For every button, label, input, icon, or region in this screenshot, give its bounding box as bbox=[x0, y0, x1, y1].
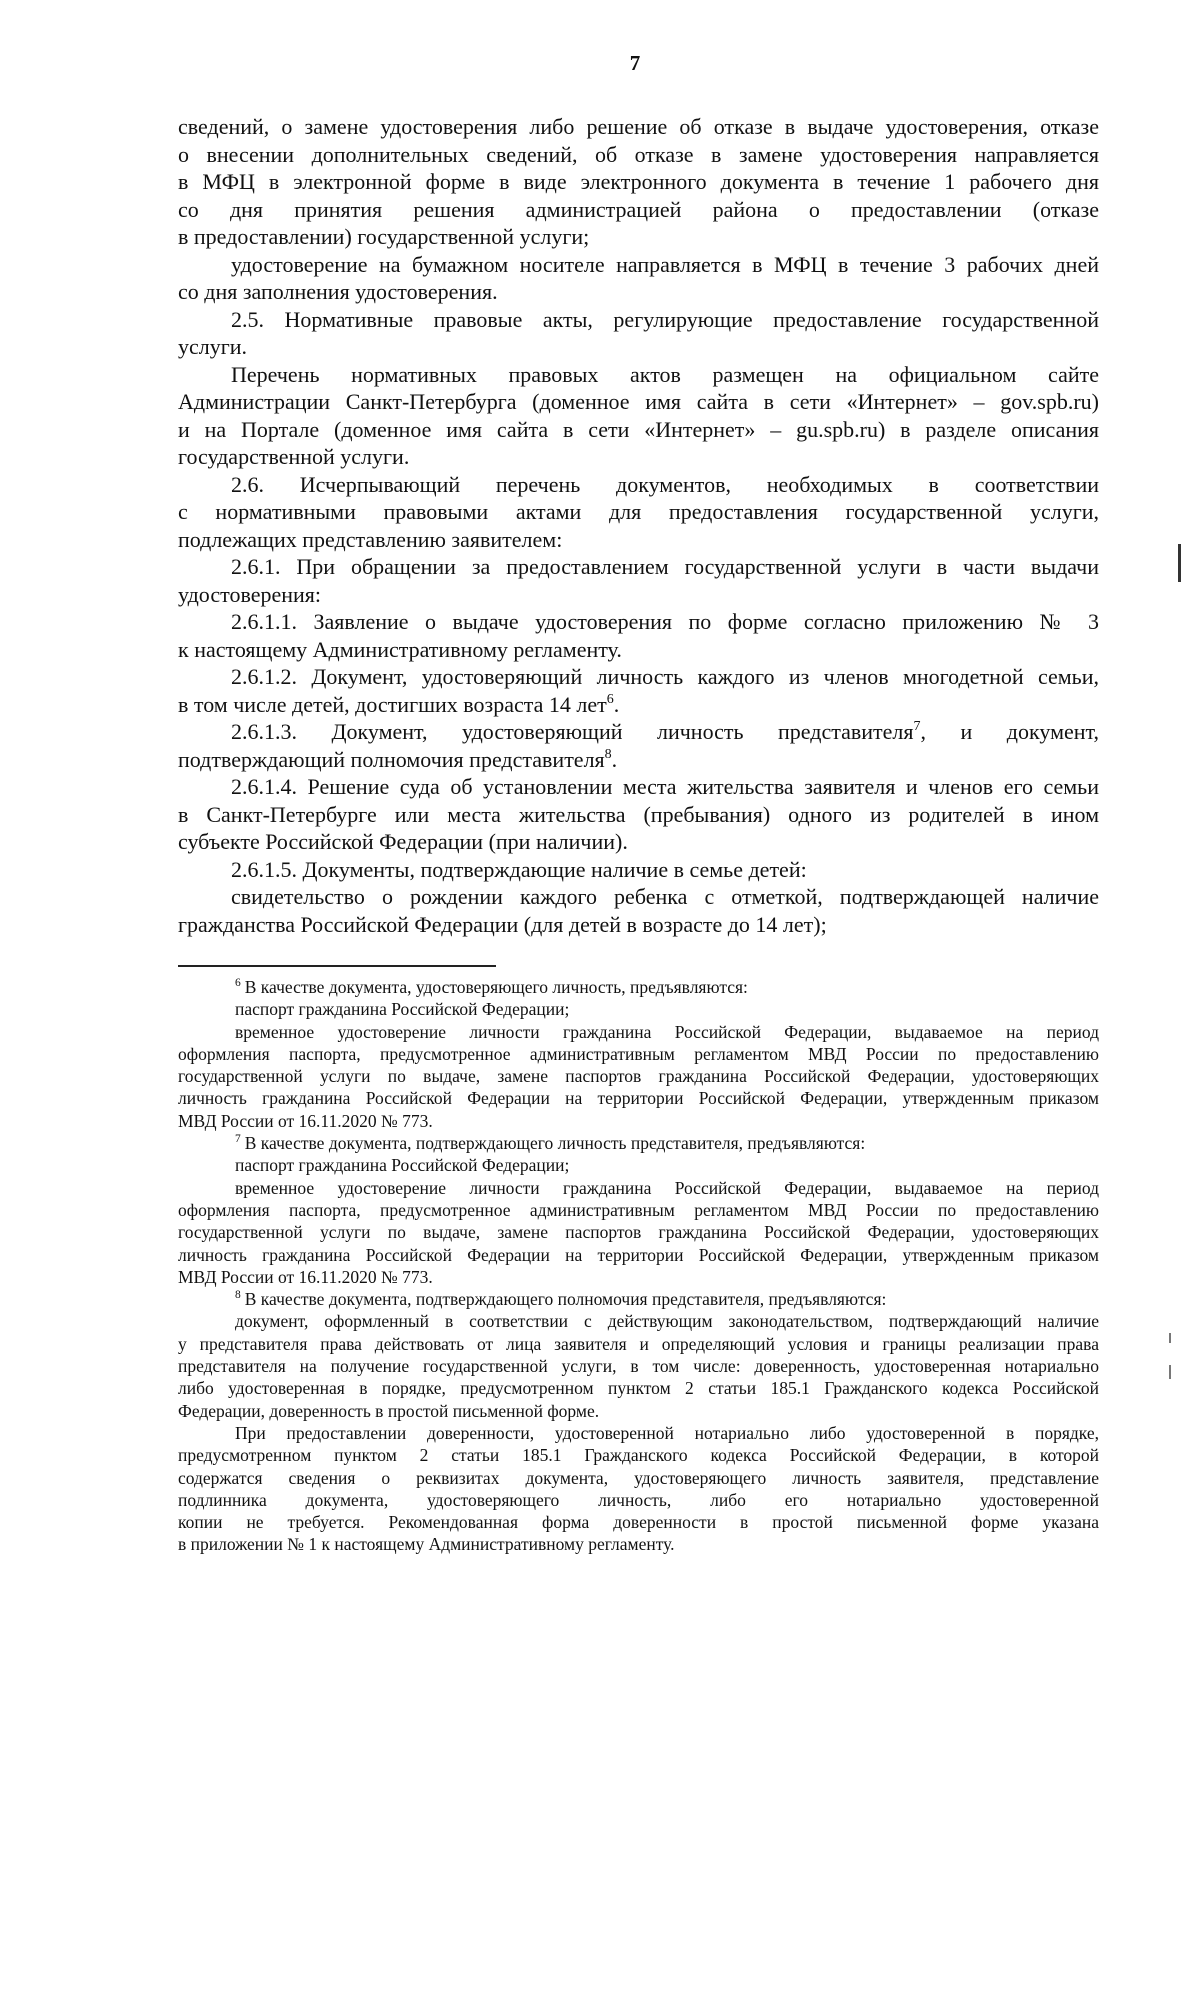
footnote-line: паспорт гражданина Российской Федерации; bbox=[235, 1155, 570, 1176]
footnote-line: личность гражданина Российской Федерации на территории Российской Федерации, утвержденным приказом bbox=[178, 1088, 1099, 1109]
body-line: в МФЦ в электронной форме в виде электронного документа в течение 1 рабочего дня bbox=[178, 169, 1099, 194]
body-line: услуги. bbox=[178, 334, 248, 359]
footnote-separator bbox=[178, 965, 496, 967]
footnote-line: государственной услуги по выдаче, замене паспортов гражданина Российской Федерации, удостоверяющих bbox=[178, 1222, 1099, 1243]
footnotes bbox=[178, 976, 1099, 1556]
footnote-line: временное удостоверение личности гражданина Российской Федерации, выдаваемое на период bbox=[235, 1021, 1099, 1042]
footnote-line: либо удостоверенная в порядке, предусмотренном пунктом 2 статьи 185.1 Гражданского кодекса Российской bbox=[178, 1378, 1099, 1399]
scan-artifact-mark bbox=[1169, 1365, 1171, 1379]
body-line: свидетельство о рождении каждого ребенка с отметкой, подтверждающей наличие bbox=[231, 884, 1099, 909]
footnote-line: предусмотренном пунктом 2 статьи 185.1 Гражданского кодекса Российской Федерации, в которой bbox=[178, 1445, 1099, 1466]
footnote-line bbox=[178, 1132, 1099, 1154]
scan-artifact-mark bbox=[1178, 544, 1181, 582]
body-line bbox=[178, 718, 1099, 746]
footnote-ref: 6 bbox=[606, 691, 614, 707]
footnote-line: МВД России от 16.11.2020 № 773. bbox=[178, 1266, 433, 1287]
body-line: 2.6.1.1. Заявление о выдаче удостоверения по форме согласно приложению № 3 bbox=[231, 609, 1099, 634]
scan-artifact-mark bbox=[1169, 1333, 1171, 1343]
body-line: сведений, о замене удостоверения либо решение об отказе в выдаче удостоверения, отказе bbox=[178, 114, 1099, 139]
body-line: в предоставлении) государственной услуги; bbox=[178, 224, 590, 249]
body-line: подлежащих представлению заявителем: bbox=[178, 526, 563, 552]
footnote-line: государственной услуги по выдаче, замене паспортов гражданина Российской Федерации, удостоверяющих bbox=[178, 1066, 1099, 1087]
item-2-6-1-2 bbox=[178, 663, 1099, 718]
paragraph-birth-certificate bbox=[178, 883, 1099, 938]
footnote-line: подлинника документа, удостоверяющего личность, либо его нотариально удостоверенной bbox=[178, 1489, 1099, 1510]
section-2-5 bbox=[178, 306, 1099, 361]
body-line: гражданства Российской Федерации (для детей в возрасте до 14 лет); bbox=[178, 911, 827, 937]
body-line: с нормативными правовыми актами для предоставления государственной услуги, bbox=[178, 499, 1099, 524]
footnote-line: представителя на получение государственной услуги, в том числе: доверенность, удостоверенная нотариально bbox=[178, 1356, 1099, 1377]
body-line: субъекте Российской Федерации (при наличии). bbox=[178, 829, 628, 854]
body-line: со дня принятия решения администрацией района о предоставлении (отказе bbox=[178, 196, 1099, 222]
body-line: 2.6.1. При обращении за предоставлением государственной услуги в части выдачи bbox=[231, 554, 1099, 579]
body-line: удостоверения: bbox=[178, 581, 322, 607]
item-2-6-1-4 bbox=[178, 773, 1099, 856]
footnote-line bbox=[178, 976, 1099, 998]
body-text bbox=[178, 113, 1099, 938]
footnote-line bbox=[178, 1288, 1099, 1310]
body-line: 2.6. Исчерпывающий перечень документов, необходимых в соответствии bbox=[231, 471, 1099, 497]
paragraph-paper-certificate bbox=[178, 251, 1099, 306]
item-2-6-1-5 bbox=[178, 856, 1099, 884]
body-line: 2.6.1.5. Документы, подтверждающие наличие в семье детей: bbox=[231, 856, 807, 882]
line-tail: , и документ, bbox=[920, 719, 1099, 744]
line-tail: . bbox=[611, 746, 618, 772]
body-line: со дня заполнения удостоверения. bbox=[178, 279, 498, 304]
body-line: удостоверение на бумажном носителе направляется в МФЦ в течение 3 рабочих дней bbox=[231, 251, 1099, 277]
body-line: 2.6.1.2. Документ, удостоверяющий личность каждого из членов многодетной семьи, bbox=[231, 664, 1099, 689]
line-text: 2.6.1.3. Документ, удостоверяющий личность представителя bbox=[231, 719, 914, 744]
footnote-marker: 8 bbox=[235, 1289, 241, 1302]
footnote-line: При предоставлении доверенности, удостоверенной нотариально либо удостоверенной в порядке, bbox=[235, 1422, 1099, 1443]
body-line: о внесении дополнительных сведений, об отказе в замене удостоверения направляется bbox=[178, 141, 1099, 167]
line-text: подтверждающий полномочия представителя bbox=[178, 746, 605, 772]
footnote-line: копии не требуется. Рекомендованная форма доверенности в простой письменной форме указана bbox=[178, 1512, 1099, 1533]
body-line bbox=[178, 746, 1099, 774]
footnote-line: оформления паспорта, предусмотренное административным регламентом МВД России по предоставлению bbox=[178, 1043, 1099, 1064]
footnote-marker: 6 bbox=[235, 977, 241, 989]
footnote-line: личность гражданина Российской Федерации на территории Российской Федерации, утвержденным приказом bbox=[178, 1244, 1099, 1265]
body-line: Администрации Санкт-Петербурга (доменное имя сайта в сети «Интернет» – gov.spb.ru) bbox=[178, 389, 1099, 414]
body-line: Перечень нормативных правовых актов размещен на официальном сайте bbox=[231, 361, 1099, 387]
body-line: 2.5. Нормативные правовые акты, регулирующие предоставление государственной bbox=[231, 306, 1099, 332]
footnote-7 bbox=[178, 1132, 1099, 1288]
body-line: государственной услуги. bbox=[178, 444, 410, 469]
paragraph-legal-acts-list bbox=[178, 361, 1099, 471]
body-line: к настоящему Административному регламенту. bbox=[178, 636, 622, 662]
item-2-6-1-1 bbox=[178, 608, 1099, 663]
footnote-text: В качестве документа, удостоверяющего личность, предъявляются: bbox=[244, 977, 748, 997]
footnote-line: документ, оформленный в соответствии с действующим законодательством, подтверждающий наличие bbox=[235, 1311, 1099, 1332]
paragraph-continuation bbox=[178, 113, 1099, 251]
footnote-line: содержатся сведения о реквизитах документа, удостоверяющего личность заявителя, представление bbox=[178, 1467, 1099, 1488]
body-line: в Санкт-Петербурге или места жительства (пребывания) одного из родителей в ином bbox=[178, 801, 1099, 827]
footnote-marker: 7 bbox=[235, 1133, 241, 1146]
footnote-ref: 7 bbox=[913, 719, 921, 734]
footnote-line: временное удостоверение личности гражданина Российской Федерации, выдаваемое на период bbox=[235, 1177, 1099, 1198]
footnote-6 bbox=[178, 976, 1099, 1132]
line-tail: . bbox=[613, 691, 620, 717]
line-text: в том числе детей, достигших возраста 14 лет bbox=[178, 691, 607, 717]
footnote-line: Федерации, доверенность в простой письменной форме. bbox=[178, 1400, 600, 1421]
footnote-text: В качестве документа, подтверждающего полномочия представителя, предъявляются: bbox=[244, 1289, 887, 1310]
footnote-8 bbox=[178, 1288, 1099, 1556]
footnote-line: МВД России от 16.11.2020 № 773. bbox=[178, 1110, 433, 1131]
footnote-line: у представителя права действовать от лица заявителя и определяющий условия и границы реализации права bbox=[178, 1333, 1099, 1354]
section-2-6-1 bbox=[178, 553, 1099, 608]
body-line: и на Портале (доменное имя сайта в сети «Интернет» – gu.spb.ru) в разделе описания bbox=[178, 416, 1099, 442]
item-2-6-1-3 bbox=[178, 718, 1099, 773]
footnote-ref: 8 bbox=[604, 746, 612, 762]
footnote-text: В качестве документа, подтверждающего личность представителя, предъявляются: bbox=[244, 1133, 866, 1154]
body-line bbox=[178, 691, 1099, 719]
section-2-6 bbox=[178, 471, 1099, 554]
page-number: 7 bbox=[629, 51, 641, 75]
footnote-line: в приложении № 1 к настоящему Административному регламенту. bbox=[178, 1534, 675, 1555]
footnote-line: паспорт гражданина Российской Федерации; bbox=[235, 999, 570, 1020]
footnote-line: оформления паспорта, предусмотренное административным регламентом МВД России по предоставлению bbox=[178, 1199, 1099, 1220]
body-line: 2.6.1.4. Решение суда об установлении места жительства заявителя и членов его семьи bbox=[231, 774, 1099, 799]
